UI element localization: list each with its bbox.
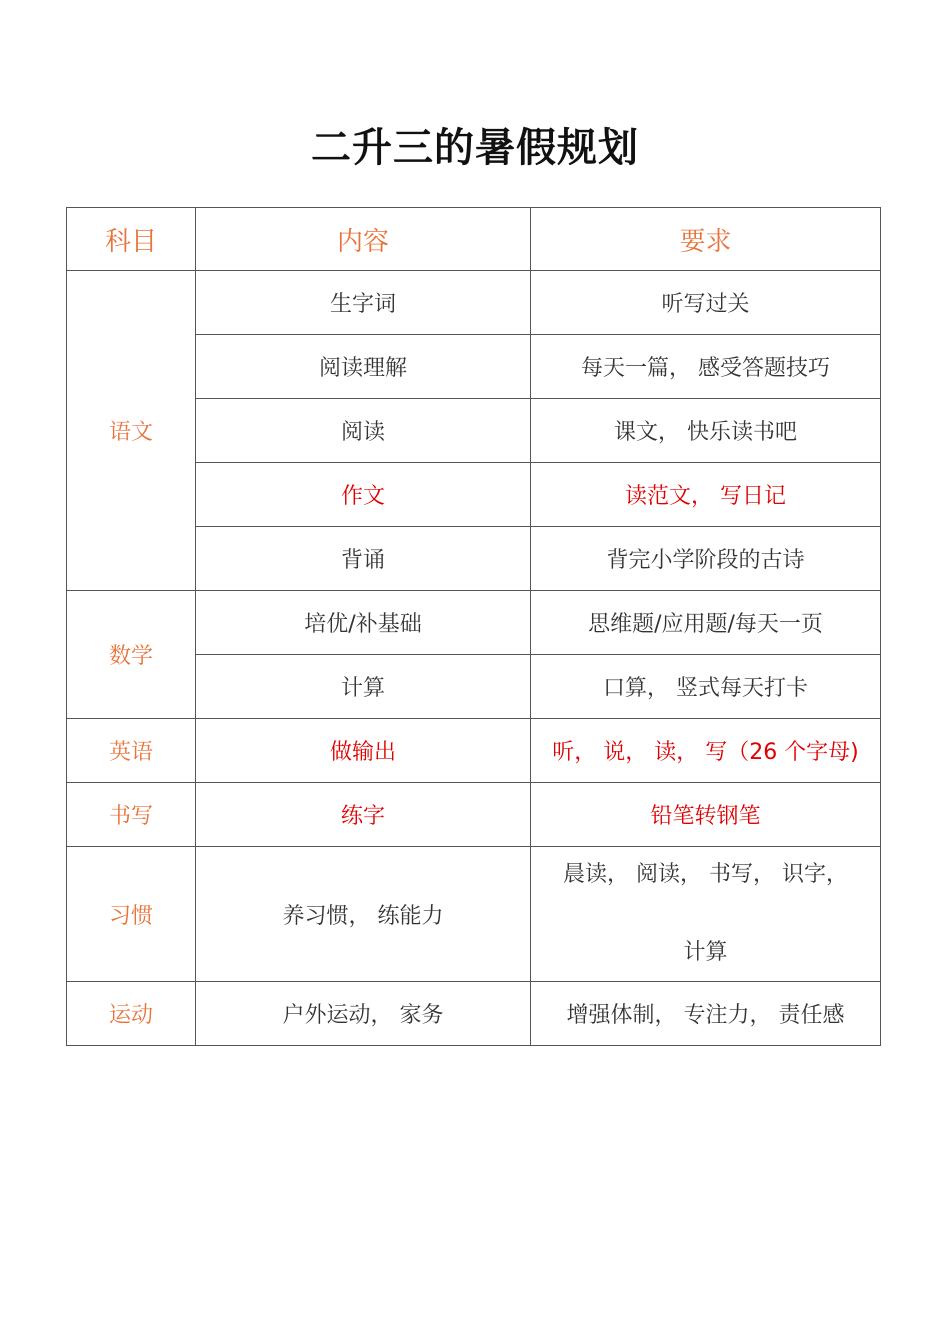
content-cell: 户外运动， 家务 <box>196 982 531 1046</box>
requirement-line-2: 计算 <box>683 940 728 965</box>
table-row <box>67 847 881 982</box>
header-requirement: 要求 <box>531 208 881 271</box>
table-header-row <box>67 208 881 271</box>
requirement-cell: 增强体制， 专注力， 责任感 <box>531 982 881 1046</box>
table-row <box>67 591 881 655</box>
page-title: 二升三的暑假规划 <box>311 125 639 171</box>
requirement-cell: 背完小学阶段的古诗 <box>531 527 881 591</box>
table-row <box>67 783 881 847</box>
requirement-cell-highlight: 读范文， 写日记 <box>531 463 881 527</box>
requirement-cell: 每天一篇， 感受答题技巧 <box>531 335 881 399</box>
requirement-cell-highlight: 铅笔转钢笔 <box>531 783 881 847</box>
requirement-cell: 听写过关 <box>531 271 881 335</box>
content-cell: 背诵 <box>196 527 531 591</box>
header-subject: 科目 <box>67 208 196 271</box>
subject-chinese: 语文 <box>67 271 196 591</box>
content-cell-highlight: 做输出 <box>196 719 531 783</box>
subject-habits: 习惯 <box>67 847 196 982</box>
table-row <box>67 271 881 335</box>
plan-table <box>66 207 881 1046</box>
content-cell: 阅读 <box>196 399 531 463</box>
subject-math: 数学 <box>67 591 196 719</box>
requirement-cell: 口算， 竖式每天打卡 <box>531 655 881 719</box>
requirement-cell-highlight: 听， 说， 读， 写（26 个字母) <box>531 719 881 783</box>
content-cell: 计算 <box>196 655 531 719</box>
header-content: 内容 <box>196 208 531 271</box>
table-row <box>67 719 881 783</box>
subject-english: 英语 <box>67 719 196 783</box>
content-cell: 阅读理解 <box>196 335 531 399</box>
content-cell: 培优/补基础 <box>196 591 531 655</box>
subject-writing: 书写 <box>67 783 196 847</box>
requirement-cell: 思维题/应用题/每天一页 <box>531 591 881 655</box>
content-cell: 生字词 <box>196 271 531 335</box>
subject-sports: 运动 <box>67 982 196 1046</box>
table-row <box>67 982 881 1046</box>
requirement-cell <box>531 847 881 982</box>
content-cell: 养习惯， 练能力 <box>196 847 531 982</box>
requirement-line-1: 晨读， 阅读， 书写， 识字， <box>563 862 848 887</box>
content-cell-highlight: 练字 <box>196 783 531 847</box>
requirement-cell: 课文， 快乐读书吧 <box>531 399 881 463</box>
content-cell-highlight: 作文 <box>196 463 531 527</box>
